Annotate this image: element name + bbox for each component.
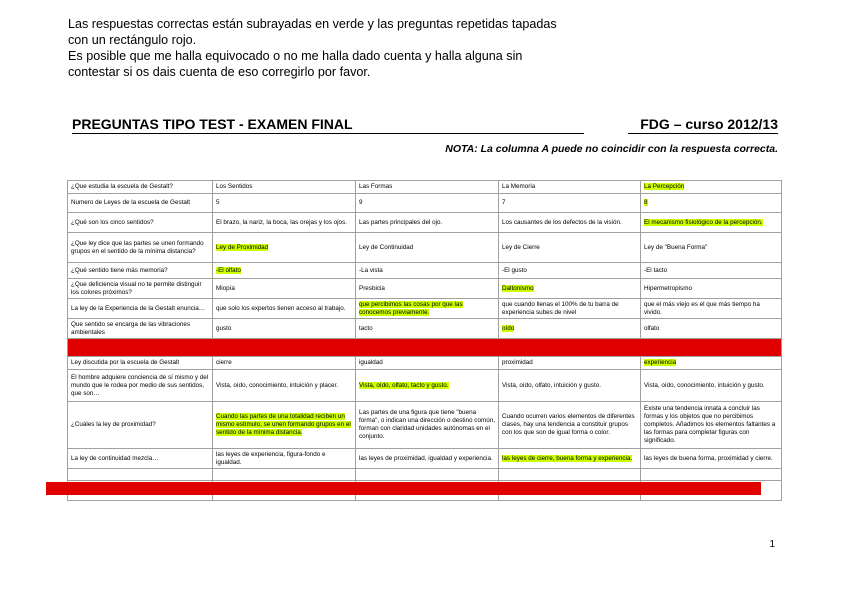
note-text: NOTA: La columna A puede no coincidir con la respuesta correcta. [445, 143, 778, 155]
answer-cell [641, 319, 782, 339]
answer-text: -El gusto [502, 266, 527, 274]
correct-answer-text: experiencia [644, 359, 677, 366]
question-cell: La ley de continuidad mezcla… [68, 449, 213, 469]
correct-answer-text: Vista, oído, olfato, tacto y gusto. [359, 381, 449, 389]
answer-cell [499, 194, 641, 213]
answer-cell [499, 357, 641, 370]
empty-cell [499, 469, 641, 481]
answer-text: Los Sentidos [216, 183, 253, 190]
answer-text: que solo los expertos tienen acceso al trabajo. [216, 304, 346, 312]
table-row [68, 233, 782, 263]
table-row [68, 319, 782, 339]
answer-text: las leyes de buena forma, proximidad y cierre. [644, 454, 773, 462]
answer-cell [641, 357, 782, 370]
answer-text: las leyes de experiencia, figura-fondo e igualdad. [216, 450, 326, 466]
correct-answer-text: Cuando las partes de una totalidad reciben un mismo estímulo, se unen formando grupos en el sentido de la mínima distancia. [216, 413, 351, 436]
answer-cell [356, 402, 499, 449]
answer-cell [356, 194, 499, 213]
answer-cell [356, 181, 499, 194]
answer-cell [499, 402, 641, 449]
answer-cell [641, 213, 782, 233]
answer-text: igualdad [359, 359, 383, 366]
intro-text [68, 16, 668, 80]
answer-text: Presbicia [359, 284, 385, 292]
empty-cell [213, 469, 356, 481]
answer-cell [641, 194, 782, 213]
question-cell: La ley de la Experiencia de la Gestalt enuncia… [68, 299, 213, 319]
empty-cell [68, 469, 213, 481]
table-row [68, 213, 782, 233]
answer-cell [213, 213, 356, 233]
correct-answer-text: oído [502, 324, 515, 332]
table-row [68, 181, 782, 194]
answer-cell [499, 279, 641, 299]
answer-text: tacto [359, 324, 373, 332]
empty-cell [356, 469, 499, 481]
answer-text: proximidad [502, 359, 533, 366]
spacer-row [68, 469, 782, 481]
document-title: PREGUNTAS TIPO TEST - EXAMEN FINAL [72, 116, 584, 134]
answer-cell [356, 299, 499, 319]
answer-cell [213, 370, 356, 402]
covered-row [68, 339, 782, 357]
answer-text: Hipermetropismo [644, 284, 692, 292]
table-row [68, 357, 782, 370]
table-row [68, 299, 782, 319]
correct-answer-text: -El olfato [216, 266, 241, 274]
answer-cell [213, 194, 356, 213]
answer-cell [213, 319, 356, 339]
question-cell: ¿Qué sentido tiene más memoria? [68, 263, 213, 279]
answer-cell [499, 319, 641, 339]
answer-text: -La vista [359, 266, 383, 274]
answer-text: Cuando ocurren varios elementos de diferentes clases, hay una tendencia a constituir grupos con los que son de igual forma o color. [502, 413, 635, 436]
answer-text: -El tacto [644, 266, 668, 274]
answer-cell [641, 299, 782, 319]
question-cell: ¿Cuáles la ley de proximidad? [68, 402, 213, 449]
answer-cell [499, 370, 641, 402]
answer-text: que el más viejo es el que más tiempo ha vivido. [644, 300, 760, 316]
answer-cell [213, 181, 356, 194]
answer-text: Las Formas [359, 183, 393, 190]
answer-text: las leyes de proximidad, igualdad y experiencia. [359, 454, 493, 462]
answer-cell [641, 263, 782, 279]
answer-cell [356, 370, 499, 402]
answer-cell [641, 279, 782, 299]
question-cell: ¿Que ley dice que las partes se unen formando grupos en el sentido de la mínima distancia? [68, 233, 213, 263]
answer-text: que cuando llenas el 100% de tu barra de experiencia subes de nivel [502, 300, 619, 316]
answer-text: Ley de Continuidad [359, 243, 414, 251]
quiz-table [67, 180, 782, 501]
answer-cell [356, 357, 499, 370]
answer-cell [356, 263, 499, 279]
answer-cell [641, 233, 782, 263]
answer-cell [641, 449, 782, 469]
title-row [72, 116, 778, 134]
question-cell: El hombre adquiere conciencia de sí mismo y del mundo que le rodea por medio de sus sentidos, que son… [68, 370, 213, 402]
correct-answer-text: La Percepción [644, 183, 685, 190]
correct-answer-text: Daltonismo [502, 284, 534, 292]
answer-text: 9 [359, 199, 363, 206]
answer-cell [499, 233, 641, 263]
correct-answer-text: El mecanismo fisiológico de la percepción. [644, 218, 763, 226]
correct-answer-text: que percibimos las cosas por que las conocemos previamente. [359, 300, 463, 316]
question-cell: ¿Qué son los cinco sentidos? [68, 213, 213, 233]
table-row [68, 402, 782, 449]
answer-text: Ley de Cierre [502, 243, 540, 251]
answer-cell [641, 181, 782, 194]
intro-line-1: Las respuestas correctas están subrayadas en verde y las preguntas repetidas tapadas [68, 17, 557, 31]
answer-text: Vista, oído, olfato, intuición y gusto. [502, 381, 601, 389]
table-row [68, 449, 782, 469]
question-cell: Que sentido se encarga de las vibraciones ambientales [68, 319, 213, 339]
answer-cell [213, 233, 356, 263]
table-row [68, 263, 782, 279]
answer-text: Vista, oído, conocimiento, intuición y gusto. [644, 381, 765, 389]
table-row [68, 370, 782, 402]
question-cell: ¿Que deficiencia visual no te permite distinguir los colores próximos? [68, 279, 213, 299]
question-cell: ¿Que estudia la escuela de Gestalt? [68, 181, 213, 194]
answer-text: Las partes de una figura que tiene "buena forma", o indican una dirección o destino común, forman con claridad unidades autónomas en el conjunto. [359, 409, 495, 440]
intro-line-3: Es posible que me halla equivocado o no me halla dado cuenta y halla alguna sin [68, 49, 523, 63]
answer-text: El brazo, la nariz, la boca, las orejas y los ojos. [216, 218, 347, 226]
correct-answer-text: las leyes de cierre, buena forma y experiencia. [502, 454, 633, 462]
answer-cell [499, 449, 641, 469]
empty-cell [641, 469, 782, 481]
answer-cell [499, 213, 641, 233]
answer-text: Miopía [216, 284, 235, 292]
answer-cell [356, 449, 499, 469]
answer-cell [213, 299, 356, 319]
answer-cell [499, 299, 641, 319]
answer-cell [213, 357, 356, 370]
correct-answer-text: Ley de Proximidad [216, 243, 269, 251]
answer-cell [213, 263, 356, 279]
repeated-question-cover-2 [46, 482, 761, 495]
answer-text: cierre [216, 359, 232, 366]
question-cell: Numero de Leyes de la escuela de Gestalt [68, 194, 213, 213]
repeated-question-cover [68, 339, 781, 356]
table-row [68, 279, 782, 299]
answer-text: Vista, oído, conocimiento, intuición y placer. [216, 381, 339, 389]
answer-text: Ley de "Buena Forma" [644, 243, 708, 251]
course-label: FDG – curso 2012/13 [628, 116, 778, 134]
answer-cell [641, 402, 782, 449]
answer-text: Las partes principales del ojo. [359, 218, 443, 226]
intro-line-4: contestar si os dais cuenta de eso corregirlo por favor. [68, 65, 371, 79]
answer-text: 5 [216, 199, 220, 206]
correct-answer-text: 8 [644, 199, 648, 206]
answer-text: 7 [502, 199, 506, 206]
answer-text: Existe una tendencia innata a concluir las formas y los objetos que no percibimos completos. Añadimos los elementos faltantes a las formas para completar figuras con significado. [644, 405, 776, 444]
answer-text: olfato [644, 324, 660, 332]
answer-cell [641, 370, 782, 402]
answer-text: La Memoria [502, 183, 536, 190]
answer-cell [356, 279, 499, 299]
answer-cell [499, 263, 641, 279]
table-row [68, 194, 782, 213]
answer-cell [356, 213, 499, 233]
answer-cell [356, 233, 499, 263]
answer-cell [213, 449, 356, 469]
answer-cell [213, 279, 356, 299]
answer-cell [356, 319, 499, 339]
answer-cell [213, 402, 356, 449]
answer-cell [499, 181, 641, 194]
answer-text: Los causantes de los defectos de la visión. [502, 218, 622, 226]
question-cell: Ley discutida por la escuela de Gestalt [68, 357, 213, 370]
answer-text: gusto [216, 324, 232, 332]
intro-line-2: con un rectángulo rojo. [68, 33, 197, 47]
page-number: 1 [769, 539, 775, 550]
